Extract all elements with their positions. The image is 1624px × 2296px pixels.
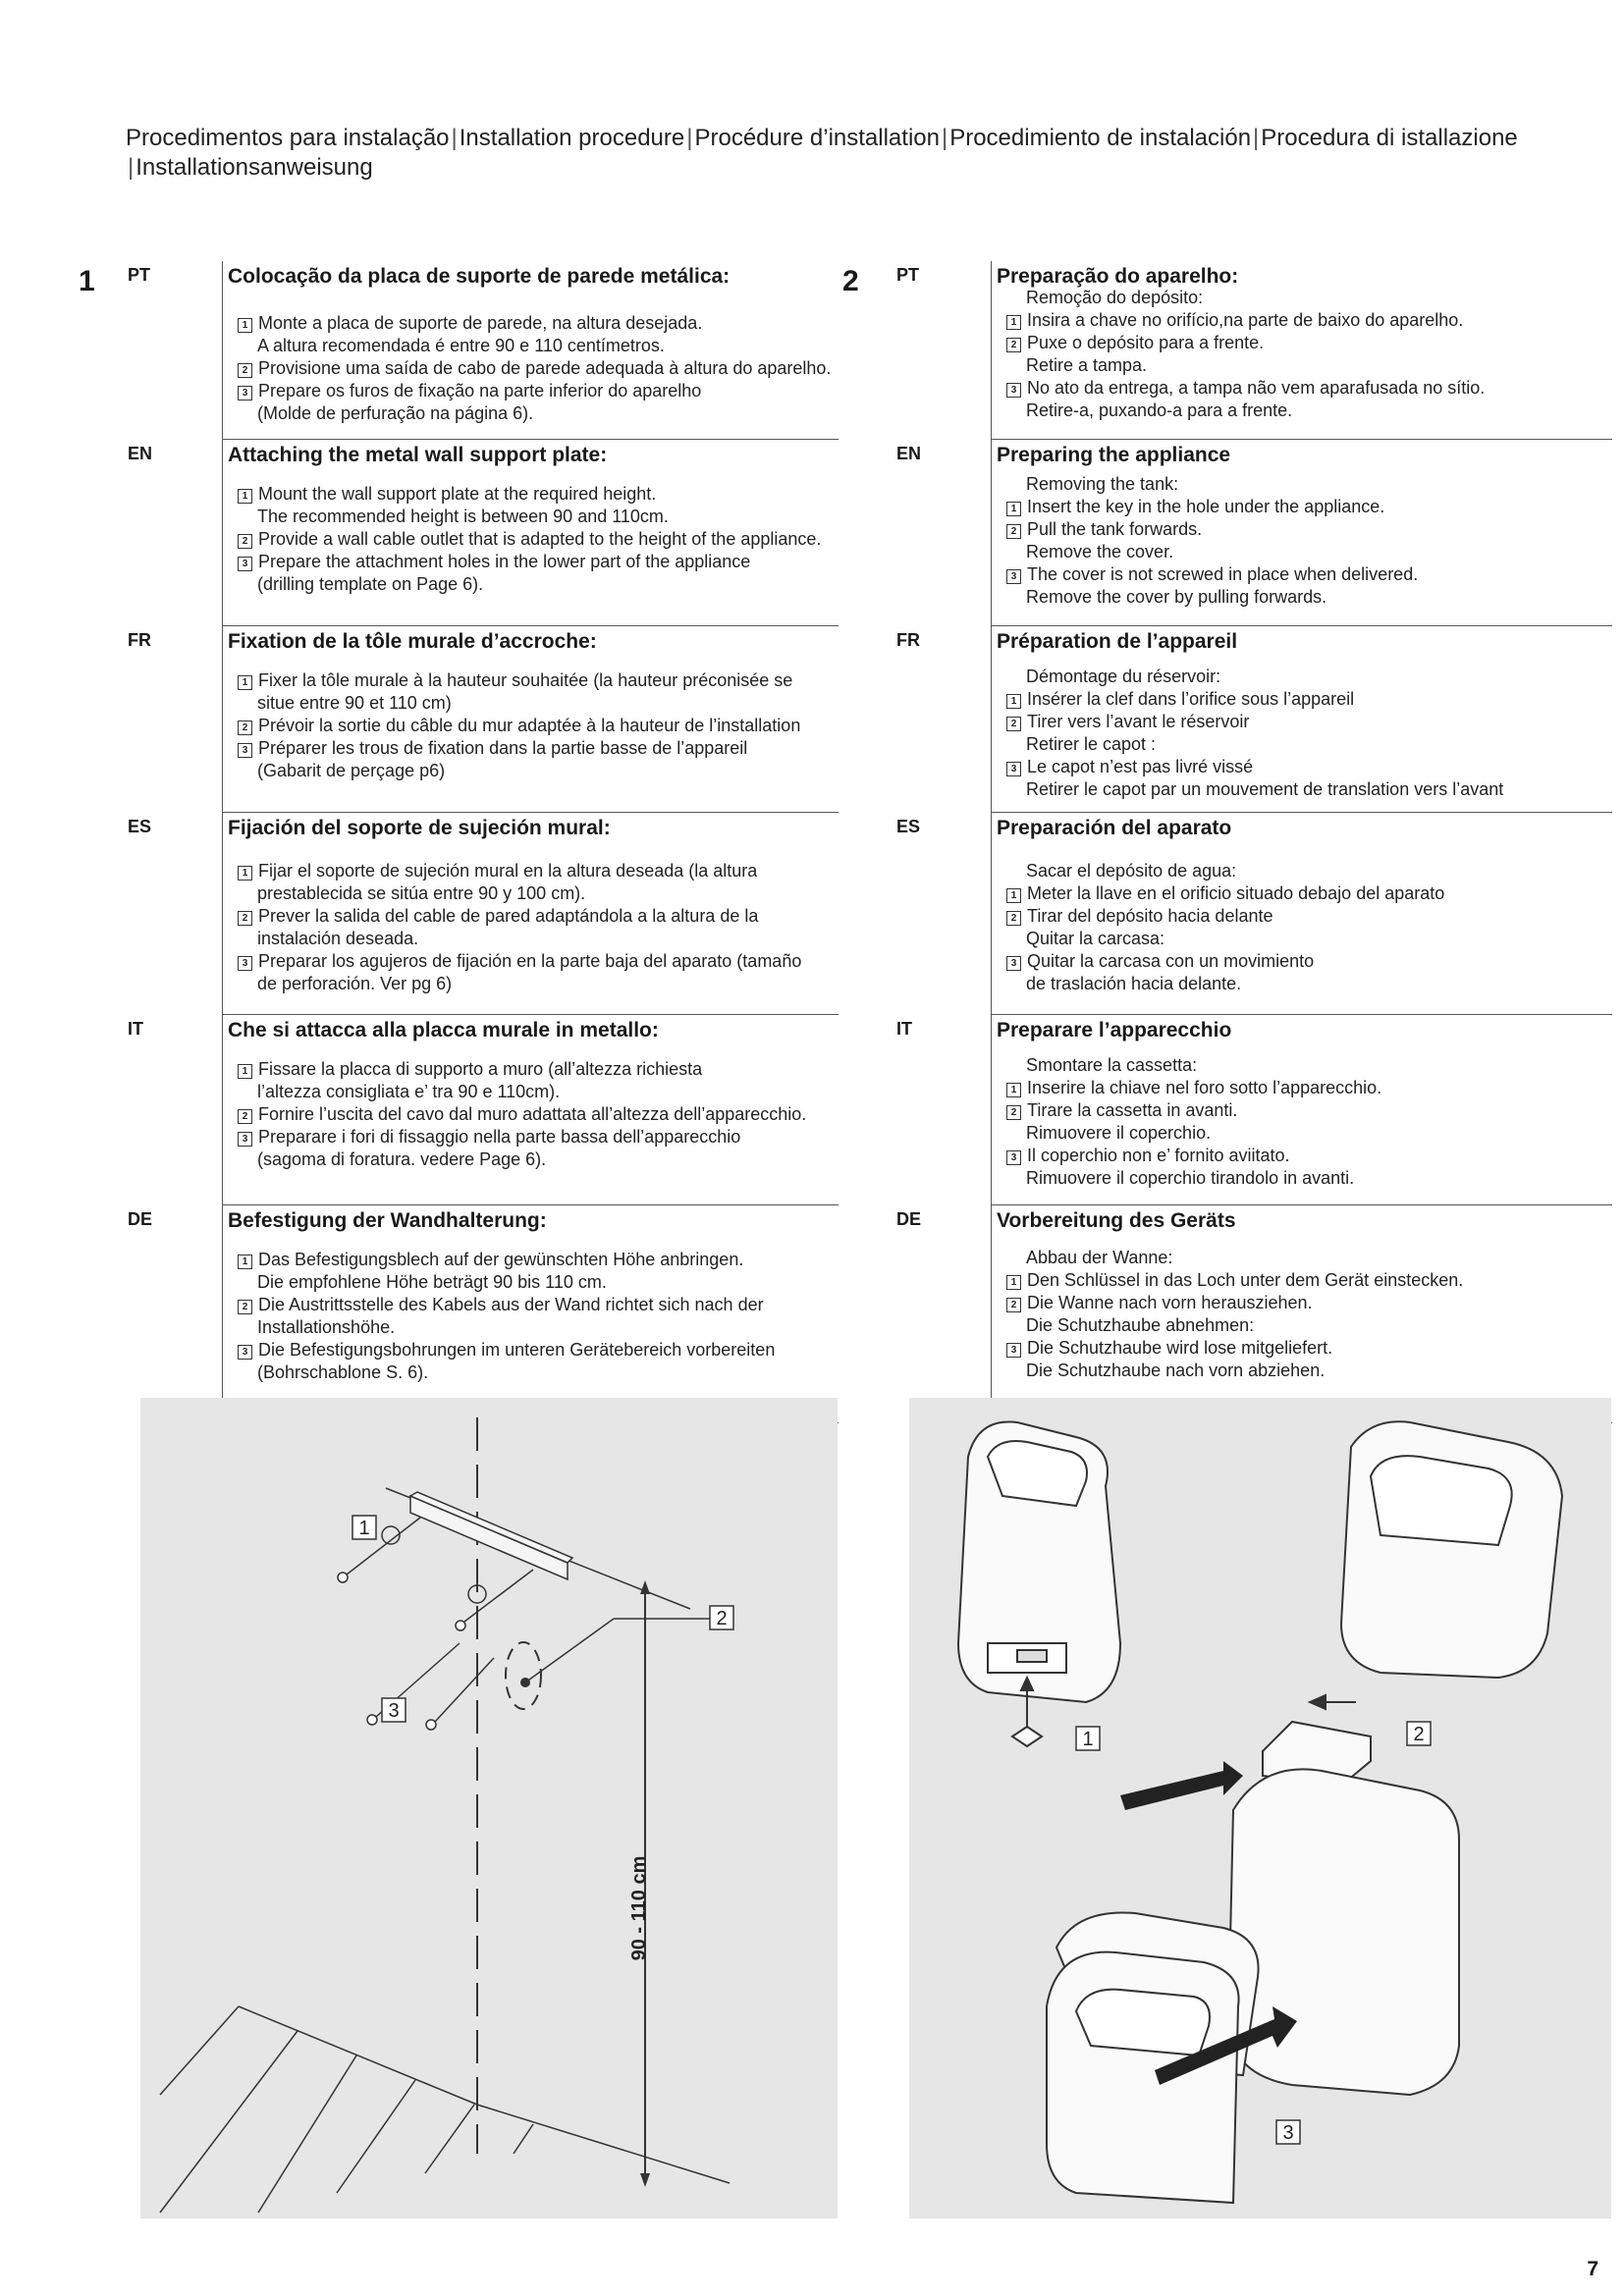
instruction-step	[1006, 950, 1608, 973]
instruction-step	[1006, 688, 1608, 711]
instruction-text: Démontage du réservoir:	[1026, 667, 1221, 686]
instruction-text: (Gabarit de perçage p6)	[257, 761, 446, 780]
instruction-step	[1006, 1269, 1608, 1292]
instruction-line	[238, 402, 835, 425]
instruction-text: Quitar la carcasa:	[1026, 929, 1165, 948]
instruction-text: A altura recomendada é entre 90 e 110 centímetros.	[257, 336, 665, 355]
section-title: Colocação da placa de suporte de parede metálica:	[228, 265, 731, 288]
instruction-text: Retire-a, puxando-a para a frente.	[1026, 400, 1293, 420]
instruction-text: Die Schutzhaube wird lose mitgeliefert.	[1027, 1338, 1333, 1358]
section-title: Che si attacca alla placca murale in metallo:	[228, 1019, 659, 1041]
instruction-line	[1006, 1054, 1608, 1077]
lang-section-de	[896, 1205, 1612, 1423]
header-title-it: Procedura di istallazione	[1261, 125, 1518, 151]
callout-2: 2	[1413, 1724, 1425, 1745]
page-header: Procedimentos para instalação|Installation procedure|Procédure d’installation|Procedimiento de instalación|Procedura di istallazione |Installationsanweisung	[126, 125, 1518, 181]
step-number-box: 3	[1006, 762, 1021, 776]
instruction-text: Die Austrittsstelle des Kabels aus der Wand richtet sich nach der	[258, 1295, 764, 1314]
step-number-box: 2	[1006, 911, 1021, 926]
instruction-step	[238, 483, 835, 506]
step-number-box: 3	[238, 1345, 252, 1360]
section-title: Fixation de la tôle murale d’accroche:	[228, 630, 597, 653]
figure-wall-plate-panel	[140, 1398, 838, 2218]
lang-section-pt	[128, 261, 839, 440]
instruction-lines	[1006, 666, 1608, 801]
instruction-lines	[238, 669, 835, 782]
instruction-lines	[1006, 473, 1608, 609]
step-2-number: 2	[842, 265, 859, 297]
instruction-text: de perforación. Ver pg 6)	[257, 974, 453, 993]
lang-section-fr	[896, 626, 1612, 813]
step-number-box: 1	[238, 489, 252, 504]
lang-section-it	[896, 1015, 1612, 1205]
instruction-text: Tirare la cassetta in avanti.	[1027, 1100, 1238, 1120]
step-number-box: 1	[1006, 502, 1021, 516]
step-number-box: 3	[1006, 1150, 1021, 1165]
instruction-text: Rimuovere il coperchio tirandolo in avanti.	[1026, 1168, 1355, 1188]
step-number-box: 2	[1006, 717, 1021, 731]
callout-3: 3	[388, 1700, 400, 1722]
instruction-text: Preparare i fori di fissaggio nella parte bassa dell’apparecchio	[258, 1127, 741, 1147]
instruction-text: Monte a placa de suporte de parede, na altura desejada.	[258, 313, 703, 333]
instruction-step	[238, 528, 835, 551]
instruction-line	[1006, 1360, 1608, 1382]
instruction-step	[1006, 1292, 1608, 1314]
instruction-text: Die Befestigungsbohrungen im unteren Gerätebereich vorbereiten	[258, 1340, 776, 1360]
instruction-line	[1006, 1122, 1608, 1145]
lang-section-en	[128, 440, 839, 626]
step-number-box: 2	[238, 911, 252, 926]
instruction-step	[1006, 882, 1608, 905]
instruction-text: instalación deseada.	[257, 929, 419, 948]
appliance-illustration	[909, 1398, 1611, 2218]
step-number-box: 3	[238, 386, 252, 400]
lang-code: IT	[128, 1019, 143, 1039]
instruction-line	[1006, 354, 1608, 377]
instruction-line	[1006, 778, 1608, 801]
instruction-text: Sacar el depósito de agua:	[1026, 861, 1237, 881]
instruction-step	[238, 950, 835, 973]
instruction-line	[238, 1271, 835, 1294]
instruction-step	[238, 1103, 835, 1126]
instruction-line	[238, 1081, 835, 1103]
instruction-text: The recommended height is between 90 and 110cm.	[257, 507, 669, 526]
lang-section-es	[896, 813, 1612, 1015]
instruction-step	[238, 860, 835, 882]
callout-3: 3	[1282, 2122, 1294, 2144]
instruction-line	[238, 1316, 835, 1339]
instruction-step	[238, 715, 835, 737]
callout-1: 1	[1082, 1729, 1094, 1750]
instruction-step	[1006, 496, 1608, 518]
section-title: Preparing the appliance	[997, 444, 1231, 466]
instruction-line	[1006, 1167, 1608, 1190]
instruction-text: l’altezza consigliata e’ tra 90 e 110cm).	[257, 1082, 561, 1101]
header-title-fr: Procédure d’installation	[694, 125, 940, 151]
instruction-text: The cover is not screwed in place when delivered.	[1027, 564, 1419, 584]
step-number-box: 3	[1006, 383, 1021, 398]
step-number-box: 2	[238, 1109, 252, 1124]
instruction-text: Provisione uma saída de cabo de parede adequada à altura do aparelho.	[258, 358, 832, 378]
instruction-text: Prepare os furos de fixação na parte inferior do aparelho	[258, 381, 702, 400]
figure-appliance-panel	[909, 1398, 1611, 2218]
instruction-line	[1006, 928, 1608, 950]
step-number-box: 2	[1006, 1105, 1021, 1120]
step-number-box: 3	[238, 1132, 252, 1147]
step-number-box: 1	[1006, 694, 1021, 709]
instruction-step	[1006, 309, 1608, 332]
step-number-box: 1	[238, 318, 252, 333]
instruction-line	[1006, 733, 1608, 756]
instruction-text: Pull the tank forwards.	[1027, 519, 1203, 539]
lang-section-es	[128, 813, 839, 1015]
instruction-step	[1006, 332, 1608, 354]
instruction-text: Fornire l’uscita del cavo dal muro adattata all’altezza dell’apparecchio.	[258, 1104, 807, 1124]
step-number-box: 2	[238, 1300, 252, 1314]
instruction-line	[238, 1148, 835, 1171]
lang-code: FR	[896, 630, 920, 650]
lang-code: IT	[896, 1019, 912, 1039]
instruction-line	[1006, 586, 1608, 609]
step-number-box: 1	[238, 866, 252, 881]
instruction-text: (drilling template on Page 6).	[257, 574, 484, 594]
instruction-text: Fijar el soporte de sujeción mural en la altura deseada (la altura	[258, 861, 758, 881]
step-number-box: 2	[238, 363, 252, 378]
lang-code: ES	[896, 817, 921, 836]
step-number-box: 1	[1006, 315, 1021, 330]
step-number-box: 1	[1006, 888, 1021, 903]
lang-code: ES	[128, 817, 152, 836]
instruction-lines	[238, 860, 835, 995]
instruction-lines	[1006, 860, 1608, 995]
lang-section-de	[128, 1205, 839, 1423]
instruction-line	[238, 882, 835, 905]
wall-plate-illustration	[140, 1398, 838, 2218]
instruction-step	[1006, 563, 1608, 586]
instruction-step	[238, 551, 835, 573]
instruction-step	[1006, 1145, 1608, 1167]
section-title: Preparación del aparato	[997, 817, 1232, 839]
instruction-step	[1006, 377, 1608, 400]
instruction-step	[238, 1058, 835, 1081]
instruction-text: Insérer la clef dans l’orifice sous l’appareil	[1027, 689, 1355, 709]
instruction-text: (Bohrschablone S. 6).	[257, 1362, 429, 1382]
instruction-text: (sagoma di foratura. vedere Page 6).	[257, 1149, 547, 1169]
instruction-text: Tirer vers l’avant le réservoir	[1027, 712, 1250, 731]
instruction-line	[238, 928, 835, 950]
instruction-step	[1006, 905, 1608, 928]
instruction-step	[238, 669, 835, 692]
instruction-line	[1006, 1247, 1608, 1269]
instruction-text: Prever la salida del cable de pared adaptándola a la altura de la	[258, 906, 759, 926]
instruction-step	[238, 1339, 835, 1362]
step-1-number: 1	[79, 265, 95, 297]
instruction-text: Das Befestigungsblech auf der gewünschten Höhe anbringen.	[258, 1250, 744, 1269]
instruction-text: Retire a tampa.	[1026, 355, 1148, 375]
step-number-box: 2	[1006, 524, 1021, 539]
instruction-lines	[1006, 287, 1608, 422]
instruction-line	[1006, 1314, 1608, 1337]
step-number-box: 3	[1006, 956, 1021, 971]
instruction-line	[238, 1362, 835, 1384]
instruction-text: Installationshöhe.	[257, 1317, 396, 1337]
instruction-text: Den Schlüssel in das Loch unter dem Gerät einstecken.	[1027, 1270, 1464, 1290]
instruction-line	[238, 335, 835, 357]
step-number-box: 3	[1006, 569, 1021, 584]
callout-1: 1	[358, 1518, 370, 1539]
step-number-box: 1	[238, 1064, 252, 1079]
instruction-step	[1006, 1099, 1608, 1122]
instruction-text: situe entre 90 et 110 cm)	[257, 693, 452, 713]
instruction-text: Die Schutzhaube abnehmen:	[1026, 1315, 1255, 1335]
instruction-step	[1006, 711, 1608, 733]
header-title-en: Installation procedure	[459, 125, 685, 151]
instruction-text: Prepare the attachment holes in the lower part of the appliance	[258, 552, 751, 571]
instruction-step	[1006, 756, 1608, 778]
instruction-step	[238, 905, 835, 928]
instruction-line	[238, 573, 835, 596]
instruction-text: Puxe o depósito para a frente.	[1027, 333, 1265, 352]
instruction-step	[238, 1249, 835, 1271]
lang-section-pt	[896, 261, 1612, 440]
lang-code: FR	[128, 630, 151, 650]
lang-code: EN	[896, 444, 922, 463]
instruction-step	[238, 357, 835, 380]
instruction-step	[1006, 1337, 1608, 1360]
page-number: 7	[1587, 2258, 1598, 2280]
lang-section-en	[896, 440, 1612, 626]
instruction-text: Inserire la chiave nel foro sotto l’apparecchio.	[1027, 1078, 1382, 1097]
instruction-text: Abbau der Wanne:	[1026, 1248, 1173, 1267]
callout-2: 2	[716, 1608, 728, 1629]
instruction-text: Quitar la carcasa con un movimiento	[1027, 951, 1315, 971]
step-number-box: 2	[1006, 1298, 1021, 1312]
header-title-es: Procedimiento de instalación	[949, 125, 1252, 151]
instruction-line	[1006, 473, 1608, 496]
instruction-line	[1006, 973, 1608, 995]
lang-code: PT	[128, 265, 151, 285]
instruction-lines	[238, 312, 835, 425]
instruction-line	[1006, 287, 1608, 309]
instruction-line	[238, 506, 835, 528]
instruction-step	[1006, 518, 1608, 541]
instruction-text: Smontare la cassetta:	[1026, 1055, 1198, 1075]
step-number-box: 2	[238, 534, 252, 549]
instruction-lines	[1006, 1247, 1608, 1382]
instruction-text: Tirar del depósito hacia delante	[1027, 906, 1273, 926]
section-title: Attaching the metal wall support plate:	[228, 444, 608, 466]
instruction-text: Préparer les trous de fixation dans la partie basse de l’appareil	[258, 738, 748, 758]
instruction-line	[1006, 541, 1608, 563]
lang-code: PT	[896, 265, 920, 285]
instruction-step	[238, 380, 835, 402]
dimension-label: 90 - 110 cm	[628, 1855, 650, 1961]
section-title: Preparação do aparelho:	[997, 265, 1239, 288]
instruction-text: Prévoir la sortie du câble du mur adaptée à la hauteur de l’installation	[258, 716, 801, 735]
section-title: Befestigung der Wandhalterung:	[228, 1209, 547, 1232]
instruction-lines	[238, 483, 835, 596]
instruction-step	[238, 1294, 835, 1316]
lang-code: DE	[128, 1209, 153, 1229]
instruction-line	[1006, 860, 1608, 882]
instruction-text: Die empfohlene Höhe beträgt 90 bis 110 cm.	[257, 1272, 607, 1292]
section-title: Fijación del soporte de sujeción mural:	[228, 817, 611, 839]
instruction-text: Preparar los agujeros de fijación en la parte baja del aparato (tamaño	[258, 951, 802, 971]
lang-section-it	[128, 1015, 839, 1205]
instruction-text: Insira a chave no orifício,na parte de baixo do aparelho.	[1027, 310, 1464, 330]
instruction-step	[238, 737, 835, 760]
instruction-text: Provide a wall cable outlet that is adapted to the height of the appliance.	[258, 529, 822, 549]
step-number-box: 2	[238, 721, 252, 735]
instruction-lines	[238, 1058, 835, 1171]
lang-code: DE	[896, 1209, 922, 1229]
header-title-pt: Procedimentos para instalação	[126, 125, 450, 151]
instruction-text: Le capot n’est pas livré vissé	[1027, 757, 1254, 776]
instruction-text: Retirer le capot :	[1026, 734, 1157, 754]
instruction-text: Insert the key in the hole under the appliance.	[1027, 497, 1385, 516]
step-number-box: 3	[238, 956, 252, 971]
instruction-text: Retirer le capot par un mouvement de translation vers l’avant	[1026, 779, 1504, 799]
instruction-line	[238, 760, 835, 782]
header-title-de: Installationsanweisung	[135, 154, 373, 181]
instruction-text: Die Wanne nach vorn herausziehen.	[1027, 1293, 1313, 1312]
step-number-box: 2	[1006, 338, 1021, 352]
step-number-box: 1	[1006, 1275, 1021, 1290]
instruction-text: No ato da entrega, a tampa não vem aparafusada no sítio.	[1027, 378, 1486, 398]
section-title: Vorbereitung des Geräts	[997, 1209, 1236, 1232]
instruction-step	[238, 1126, 835, 1148]
instruction-lines	[238, 1249, 835, 1384]
instruction-lines	[1006, 1054, 1608, 1190]
instruction-text: Die Schutzhaube nach vorn abziehen.	[1026, 1361, 1326, 1380]
instruction-text: Il coperchio non e’ fornito aviitato.	[1027, 1146, 1290, 1165]
step-number-box: 1	[1006, 1083, 1021, 1097]
instruction-step	[1006, 1077, 1608, 1099]
instruction-line	[238, 973, 835, 995]
instruction-text: Remoção do depósito:	[1026, 288, 1204, 307]
instruction-text: (Molde de perfuração na página 6).	[257, 403, 534, 423]
step-number-box: 3	[1006, 1343, 1021, 1358]
instruction-text: prestablecida se sitúa entre 90 y 100 cm).	[257, 883, 586, 903]
instruction-text: Mount the wall support plate at the required height.	[258, 484, 657, 504]
instruction-text: Remove the cover.	[1026, 542, 1174, 561]
step-number-box: 1	[238, 675, 252, 690]
instruction-line	[1006, 400, 1608, 422]
instruction-line	[1006, 666, 1608, 688]
section-title: Preparare l’apparecchio	[997, 1019, 1232, 1041]
instruction-text: Fissare la placca di supporto a muro (all’altezza richiesta	[258, 1059, 703, 1079]
instruction-text: Removing the tank:	[1026, 474, 1179, 494]
instruction-text: de traslación hacia delante.	[1026, 974, 1242, 993]
instruction-line	[238, 692, 835, 715]
step-number-box: 3	[238, 743, 252, 758]
section-title: Préparation de l’appareil	[997, 630, 1238, 653]
instruction-text: Meter la llave en el orificio situado debajo del aparato	[1027, 883, 1445, 903]
step-number-box: 1	[238, 1255, 252, 1269]
step-number-box: 3	[238, 557, 252, 571]
instruction-text: Remove the cover by pulling forwards.	[1026, 587, 1327, 607]
instruction-text: Fixer la tôle murale à la hauteur souhaitée (la hauteur préconisée se	[258, 670, 793, 690]
instruction-text: Rimuovere il coperchio.	[1026, 1123, 1212, 1143]
instruction-step	[238, 312, 835, 335]
lang-section-fr	[128, 626, 839, 813]
lang-code: EN	[128, 444, 153, 463]
